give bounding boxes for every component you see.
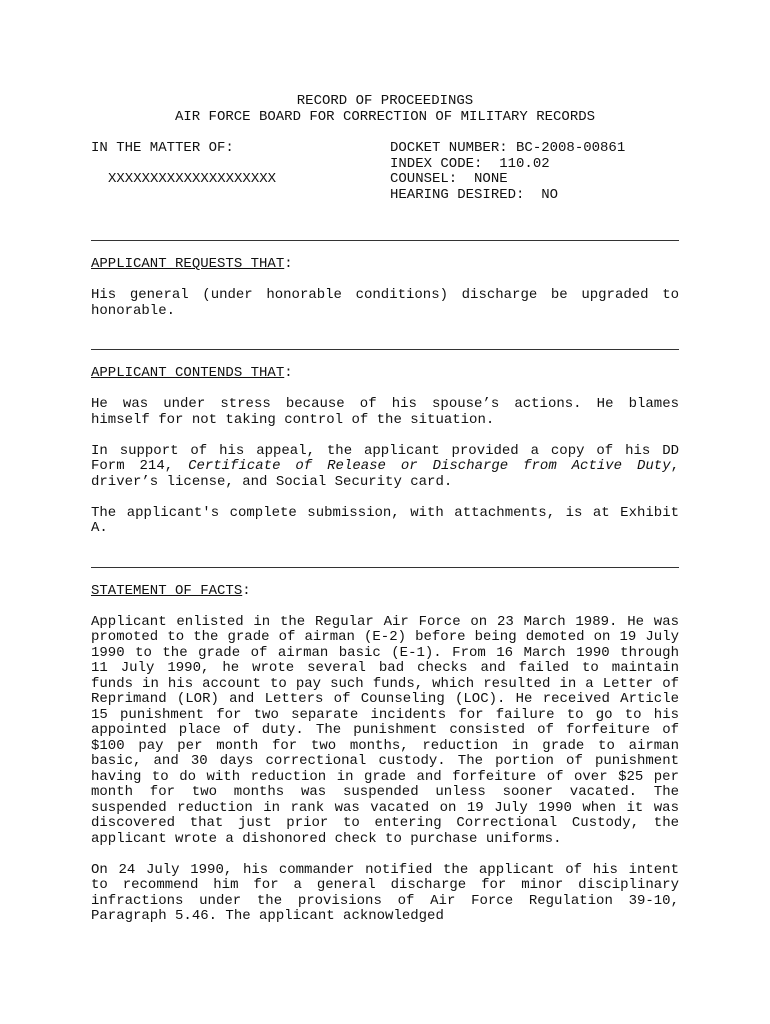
requests-heading — [91, 257, 679, 273]
requests-title: APPLICANT REQUESTS THAT — [91, 256, 285, 272]
contends-heading — [91, 366, 679, 382]
docket-number: DOCKET NUMBER: BC-2008-00861 — [390, 140, 626, 156]
divider — [91, 567, 679, 568]
contends-paragraph-3: The applicant's complete submission, with attachments, is at Exhibit A. — [91, 504, 679, 536]
counsel: COUNSEL: NONE — [390, 171, 508, 187]
hearing-desired: HEARING DESIRED: NO — [390, 186, 559, 203]
document-content — [91, 94, 679, 925]
header — [91, 94, 679, 125]
contends-colon: : — [284, 365, 293, 381]
facts-heading — [91, 584, 679, 600]
facts-paragraph-1: Applicant enlisted in the Regular Air Force on 23 March 1989. He was promoted to the grade of airman (E-2) before being demoted on 19 July 1990 to the grade of airman basic (E-1). From 16 March 1990 through 11 July 1990, he wrote several bad checks and failed to maintain funds in his account to pay such funds, which resulted in a Letter of Reprimand (LOR) and Letters of Counseling (LOC). He received Article 15 punishment for two separate incidents for failure to go to his appointed place of duty. The punishment consisted of forfeiture of $100 pay per month for two months, reduction in grade to airman basic, and 30 days correctional custody. The portion of punishment having to do with reduction in grade and forfeiture of over $25 per month for two months was suspended unless sooner vacated. The suspended reduction in rank was vacated on 19 July 1990 when it was discovered that just prior to entering Correctional Custody, the applicant wrote a dishonored check to purchase uniforms. — [91, 613, 679, 847]
contends-paragraph-2 — [91, 444, 679, 491]
matter-right — [390, 141, 679, 203]
matter-left — [91, 141, 390, 203]
facts-paragraph-2: On 24 July 1990, his commander notified the applicant of his intent to recommend him for a general discharge for minor disciplinary infractions under the provisions of Air Force Regulation 39-10, Paragraph 5.46. The applicant acknowledged — [91, 861, 679, 924]
header-title: RECORD OF PROCEEDINGS — [296, 93, 474, 109]
applicant-name: XXXXXXXXXXXXXXXXXXXX — [108, 171, 277, 187]
index-code: INDEX CODE: 110.02 — [390, 155, 550, 172]
matter-label: IN THE MATTER OF: — [91, 140, 234, 156]
requests-text: His general (under honorable conditions) discharge be upgraded to honorable. — [91, 287, 679, 319]
contends-title: APPLICANT CONTENDS THAT — [91, 365, 285, 381]
header-subtitle: AIR FORCE BOARD FOR CORRECTION OF MILITARY RECORDS — [174, 108, 596, 125]
requests-colon: : — [284, 256, 293, 272]
dd214-title: Certificate of Release or Discharge from Active Duty — [188, 458, 671, 474]
contends-p2-after: , driver’s license, and Social Security card. — [91, 458, 679, 490]
divider — [91, 240, 679, 241]
contends-paragraph-1: He was under stress because of his spouse’s actions. He blames himself for not taking control of the situation. — [91, 396, 679, 428]
facts-colon: : — [242, 582, 251, 599]
divider — [91, 349, 679, 350]
facts-title: STATEMENT OF FACTS — [91, 582, 243, 599]
matter-block — [91, 141, 679, 203]
contends-p2-before: In support of his appeal, the applicant provided a copy of his DD Form 214, — [91, 442, 679, 474]
